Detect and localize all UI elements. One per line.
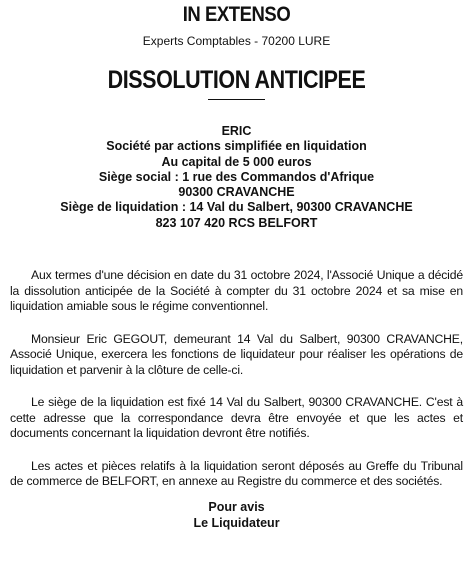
company-registration: 823 107 420 RCS BELFORT xyxy=(155,215,318,230)
signature-line-1: Pour avis xyxy=(208,500,265,514)
signature-block xyxy=(0,500,473,531)
body-paragraph: Le siège de la liquidation est fixé 14 Val du Salbert, 90300 CRAVANCHE. C'est à cette adresse que la correspondance devra être envoyée et que les actes et documents concernant la liquidation devront être notifiés. xyxy=(10,395,463,440)
body-paragraph: Aux termes d'une décision en date du 31 octobre 2024, l'Associé Unique a décidé la dissolution anticipée de la Société à compter du 31 octobre 2024 et sa mise en liquidation amiable sous le régime conventionnel. xyxy=(10,268,463,313)
firm-name: IN EXTENSO xyxy=(182,3,291,26)
notice-title: DISSOLUTION ANTICIPEE xyxy=(107,66,366,94)
title-divider xyxy=(208,99,265,100)
body-paragraph: Monsieur Eric GEGOUT, demeurant 14 Val du Salbert, 90300 CRAVANCHE, Associé Unique, exercera les fonctions de liquidateur pour réaliser les opérations de liquidation et parvenir à la clôture de celle-ci. xyxy=(10,331,463,377)
company-registered-office-city: 90300 CRAVANCHE xyxy=(178,185,295,200)
company-registered-office: Siège social : 1 rue des Commandos d'Afrique xyxy=(98,169,375,184)
company-name: ERIC xyxy=(221,124,252,138)
signature-line-2: Le Liquidateur xyxy=(193,515,280,530)
notice-body xyxy=(10,268,463,507)
company-block xyxy=(0,124,473,231)
body-paragraph: Les actes et pièces relatifs à la liquidation seront déposés au Greffe du Tribunal de commerce de BELFORT, en annexe au Registre du commerce et des sociétés. xyxy=(10,458,463,488)
firm-subtitle: Experts Comptables - 70200 LURE xyxy=(142,34,331,48)
company-form: Société par actions simplifiée en liquidation xyxy=(106,139,367,154)
company-liquidation-office: Siège de liquidation : 14 Val du Salbert, 90300 CRAVANCHE xyxy=(60,200,413,215)
company-capital: Au capital de 5 000 euros xyxy=(161,154,312,169)
